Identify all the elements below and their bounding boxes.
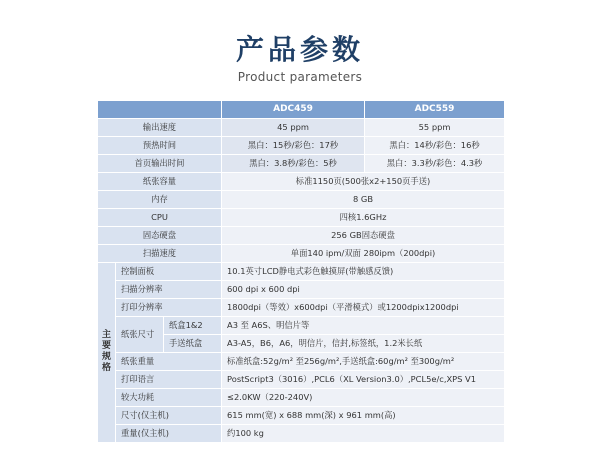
sub-label-bypass: 手送纸盒 bbox=[164, 335, 222, 353]
table-row bbox=[98, 353, 505, 371]
header-empty-cell bbox=[98, 101, 222, 119]
row-value: 约100 kg bbox=[222, 425, 505, 443]
row-label: 纸张容量 bbox=[98, 173, 222, 191]
row-label: 纸张重量 bbox=[116, 353, 222, 371]
row-value-shared: 单面140 ipm/双面 280ipm（200dpi) bbox=[222, 245, 505, 263]
row-value: A3-A5，B6，A6，明信片，信封,标签纸，1.2米长纸 bbox=[222, 335, 505, 353]
row-label: CPU bbox=[98, 209, 222, 227]
row-value-b: 黑白：3.3秒/彩色：4.3秒 bbox=[365, 155, 505, 173]
row-value: 标准纸盒:52g/m² 至256g/m²,手送纸盒:60g/m² 至300g/m² bbox=[222, 353, 505, 371]
table-row bbox=[98, 281, 505, 299]
row-label: 纸张尺寸 bbox=[116, 317, 164, 353]
table-row bbox=[98, 299, 505, 317]
model-b-header: ADC559 bbox=[365, 101, 505, 119]
group-label-main-specs: 主要规格 bbox=[98, 263, 116, 443]
table-row bbox=[98, 137, 505, 155]
row-value-a: 45 ppm bbox=[222, 119, 365, 137]
table-row bbox=[98, 155, 505, 173]
table-row bbox=[98, 263, 505, 281]
row-label: 扫描分辨率 bbox=[116, 281, 222, 299]
sub-label-tray: 纸盒1&2 bbox=[164, 317, 222, 335]
page-title: 产品参数 bbox=[235, 33, 364, 66]
table-row bbox=[98, 317, 505, 335]
table-row bbox=[98, 371, 505, 389]
table-row bbox=[98, 245, 505, 263]
row-value: 615 mm(宽) x 688 mm(深) x 961 mm(高) bbox=[222, 407, 505, 425]
row-value-shared: 标准1150页(500张x2+150页手送) bbox=[222, 173, 505, 191]
row-label: 内存 bbox=[98, 191, 222, 209]
table-row bbox=[98, 389, 505, 407]
spec-table bbox=[97, 100, 505, 443]
row-value-shared: 四核1.6GHz bbox=[222, 209, 505, 227]
table-row bbox=[98, 173, 505, 191]
row-label: 首页输出时间 bbox=[98, 155, 222, 173]
row-value-a: 黑白：15秒/彩色：17秒 bbox=[222, 137, 365, 155]
row-value: 1800dpi（等效）x600dpi（平滑模式）或1200dpix1200dpi bbox=[222, 299, 505, 317]
row-value: 600 dpi x 600 dpi bbox=[222, 281, 505, 299]
row-value: ≤2.0KW（220-240V) bbox=[222, 389, 505, 407]
row-value: PostScript3（3016）,PCL6（XL Version3.0）,PCL5e/c,XPS V1 bbox=[222, 371, 505, 389]
row-label: 扫描速度 bbox=[98, 245, 222, 263]
table-header-row bbox=[98, 101, 505, 119]
row-label: 打印分辨率 bbox=[116, 299, 222, 317]
row-label: 较大功耗 bbox=[116, 389, 222, 407]
row-label: 控制面板 bbox=[116, 263, 222, 281]
table-row bbox=[98, 119, 505, 137]
page-subtitle: Product parameters bbox=[237, 70, 363, 84]
row-value: A3 至 A6S、明信片等 bbox=[222, 317, 505, 335]
row-value: 10.1英寸LCD静电式彩色触摸屏(带触感反馈) bbox=[222, 263, 505, 281]
row-label: 重量(仅主机) bbox=[116, 425, 222, 443]
table-row bbox=[98, 209, 505, 227]
row-value-b: 55 ppm bbox=[365, 119, 505, 137]
table-row bbox=[98, 407, 505, 425]
row-value-shared: 256 GB固态硬盘 bbox=[222, 227, 505, 245]
table-row bbox=[98, 191, 505, 209]
row-label: 固态硬盘 bbox=[98, 227, 222, 245]
row-label: 尺寸(仅主机) bbox=[116, 407, 222, 425]
row-label: 输出速度 bbox=[98, 119, 222, 137]
table-row bbox=[98, 227, 505, 245]
row-label: 打印语言 bbox=[116, 371, 222, 389]
model-a-header: ADC459 bbox=[222, 101, 365, 119]
row-label: 预热时间 bbox=[98, 137, 222, 155]
table-row bbox=[98, 425, 505, 443]
row-value-a: 黑白：3.8秒/彩色：5秒 bbox=[222, 155, 365, 173]
row-value-b: 黑白：14秒/彩色：16秒 bbox=[365, 137, 505, 155]
row-value-shared: 8 GB bbox=[222, 191, 505, 209]
